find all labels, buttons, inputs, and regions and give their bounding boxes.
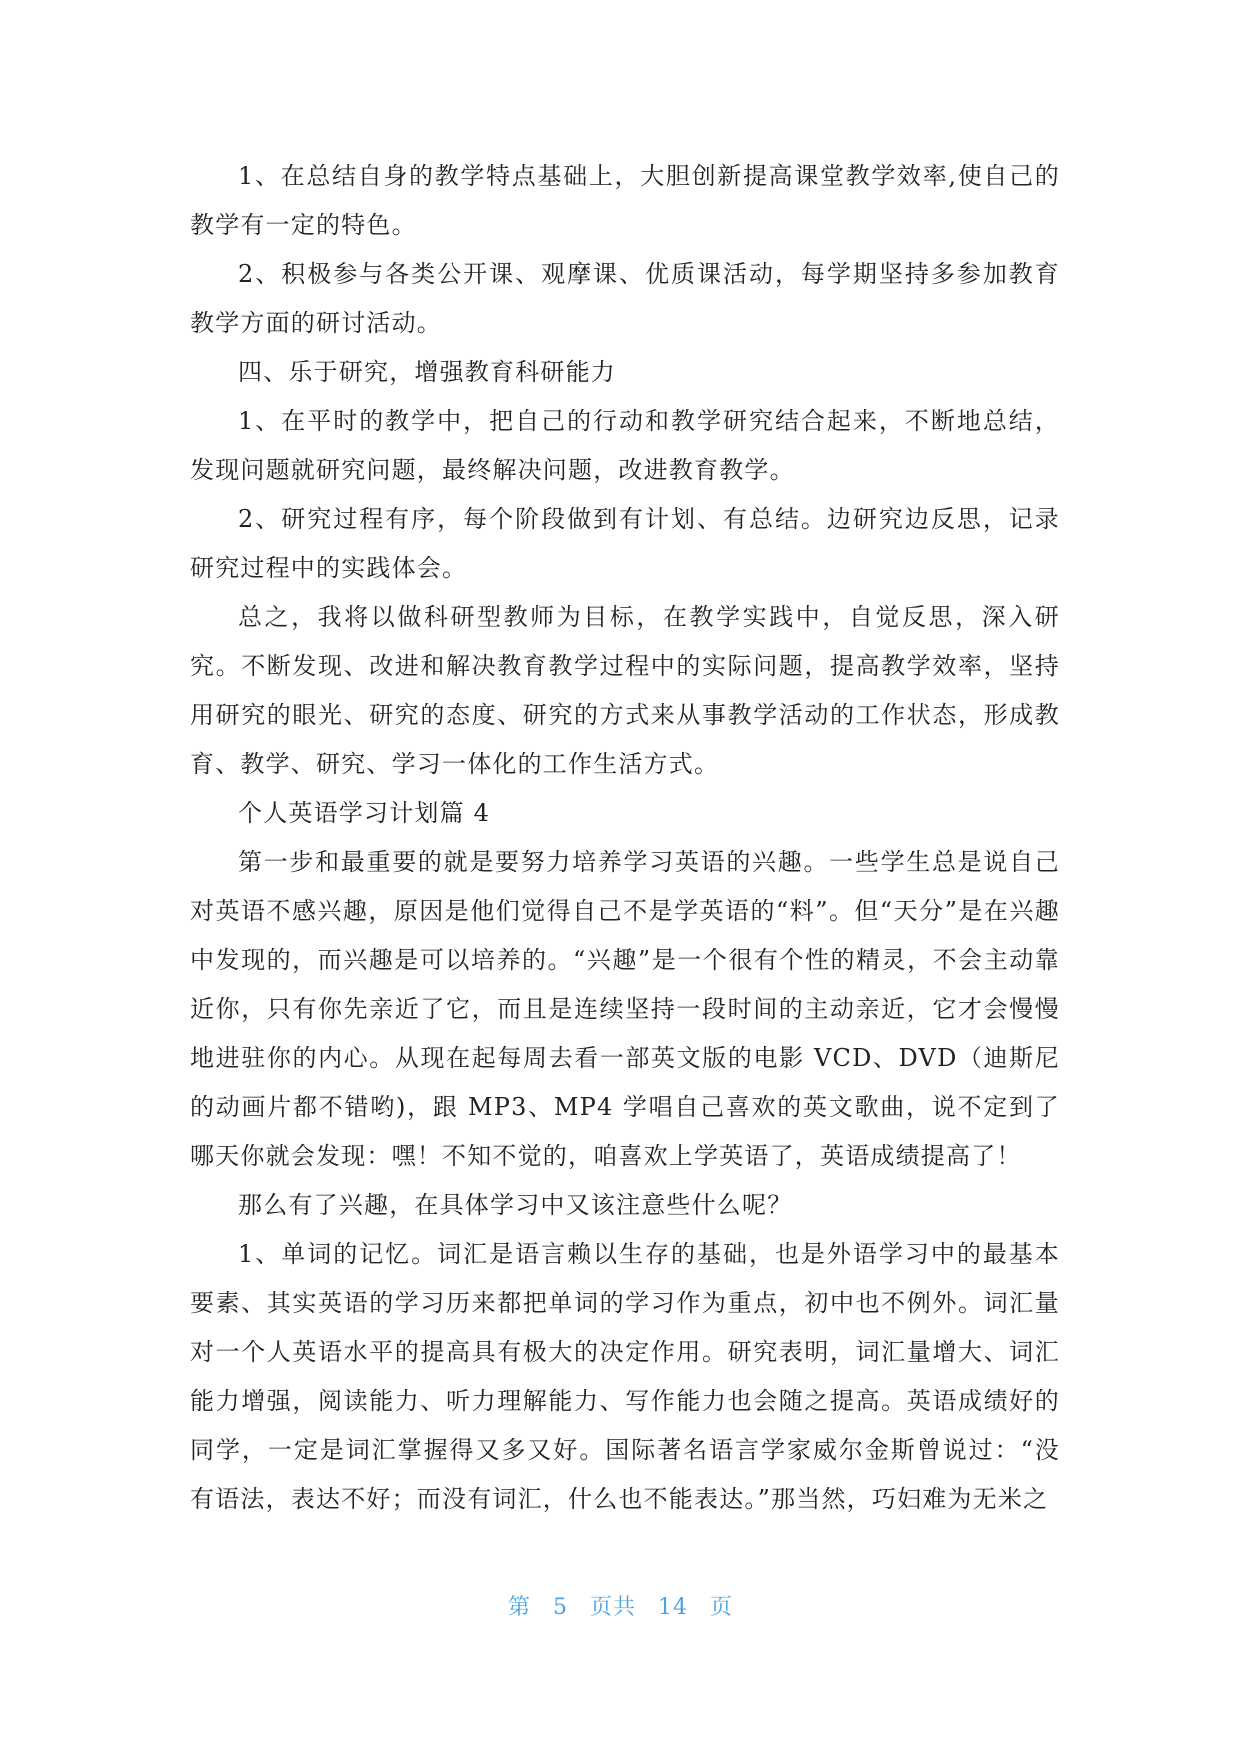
paragraph: 第一步和最重要的就是要努力培养学习英语的兴趣。一些学生总是说自己对英语不感兴趣，原因是他们觉得自己不是学英语的“料”。但“天分”是在兴趣中发现的，而兴趣是可以培养的。“兴趣”是一个很有个性的精灵，不会主动靠近你，只有你先亲近了它，而且是连续坚持一段时间的主动亲近，它才会慢慢地进驻你的内心。从现在起每周去看一部英文版的电影 VCD、DVD（迪斯尼的动画片都不错哟)，跟 MP3、MP4 学唱自己喜欢的英文歌曲，说不定到了哪天你就会发现：嘿！不知不觉的，咱喜欢上学英语了，英语成绩提高了！ bbox=[190, 848, 1060, 1170]
paragraph: 1、在平时的教学中，把自己的行动和教学研究结合起来，不断地总结，发现问题就研究问题，最终解决问题，改进教育教学。 bbox=[190, 407, 1060, 484]
paragraph: 1、单词的记忆。词汇是语言赖以生存的基础，也是外语学习中的最基本要素、其实英语的学习历来都把单词的学习作为重点，初中也不例外。词汇量对一个人英语水平的提高具有极大的决定作用。研究表明，词汇量增大、词汇能力增强，阅读能力、听力理解能力、写作能力也会随之提高。英语成绩好的同学，一定是词汇掌握得又多又好。国际著名语言学家威尔金斯曾说过：“没有语法，表达不好；而没有词汇，什么也不能表达。”那当然，巧妇难为无米之 bbox=[190, 1240, 1060, 1513]
current-page-number: 5 bbox=[552, 1595, 568, 1620]
document-body bbox=[190, 152, 1060, 1524]
footer-prefix: 第 bbox=[507, 1595, 531, 1620]
paragraph: 2、积极参与各类公开课、观摩课、优质课活动，每学期坚持多参加教育教学方面的研讨活动。 bbox=[190, 260, 1060, 337]
page-footer bbox=[0, 1590, 1241, 1621]
paragraph: 总之，我将以做科研型教师为目标，在教学实践中，自觉反思，深入研究。不断发现、改进和解决教育教学过程中的实际问题，提高教学效率，坚持用研究的眼光、研究的态度、研究的方式来从事教学活动的工作状态，形成教育、教学、研究、学习一体化的工作生活方式。 bbox=[190, 603, 1060, 778]
paragraph: 2、研究过程有序，每个阶段做到有计划、有总结。边研究边反思，记录研究过程中的实践体会。 bbox=[190, 505, 1060, 582]
paragraph: 1、在总结自身的教学特点基础上，大胆创新提高课堂教学效率,使自己的教学有一定的特色。 bbox=[190, 162, 1060, 239]
paragraph: 那么有了兴趣，在具体学习中又该注意些什么呢？ bbox=[238, 1191, 793, 1219]
section-heading: 个人英语学习计划篇 4 bbox=[238, 799, 491, 827]
footer-middle: 页共 bbox=[589, 1595, 636, 1620]
total-pages-number: 14 bbox=[658, 1595, 688, 1620]
section-heading: 四、乐于研究，增强教育科研能力 bbox=[238, 358, 616, 386]
footer-suffix: 页 bbox=[710, 1595, 734, 1620]
